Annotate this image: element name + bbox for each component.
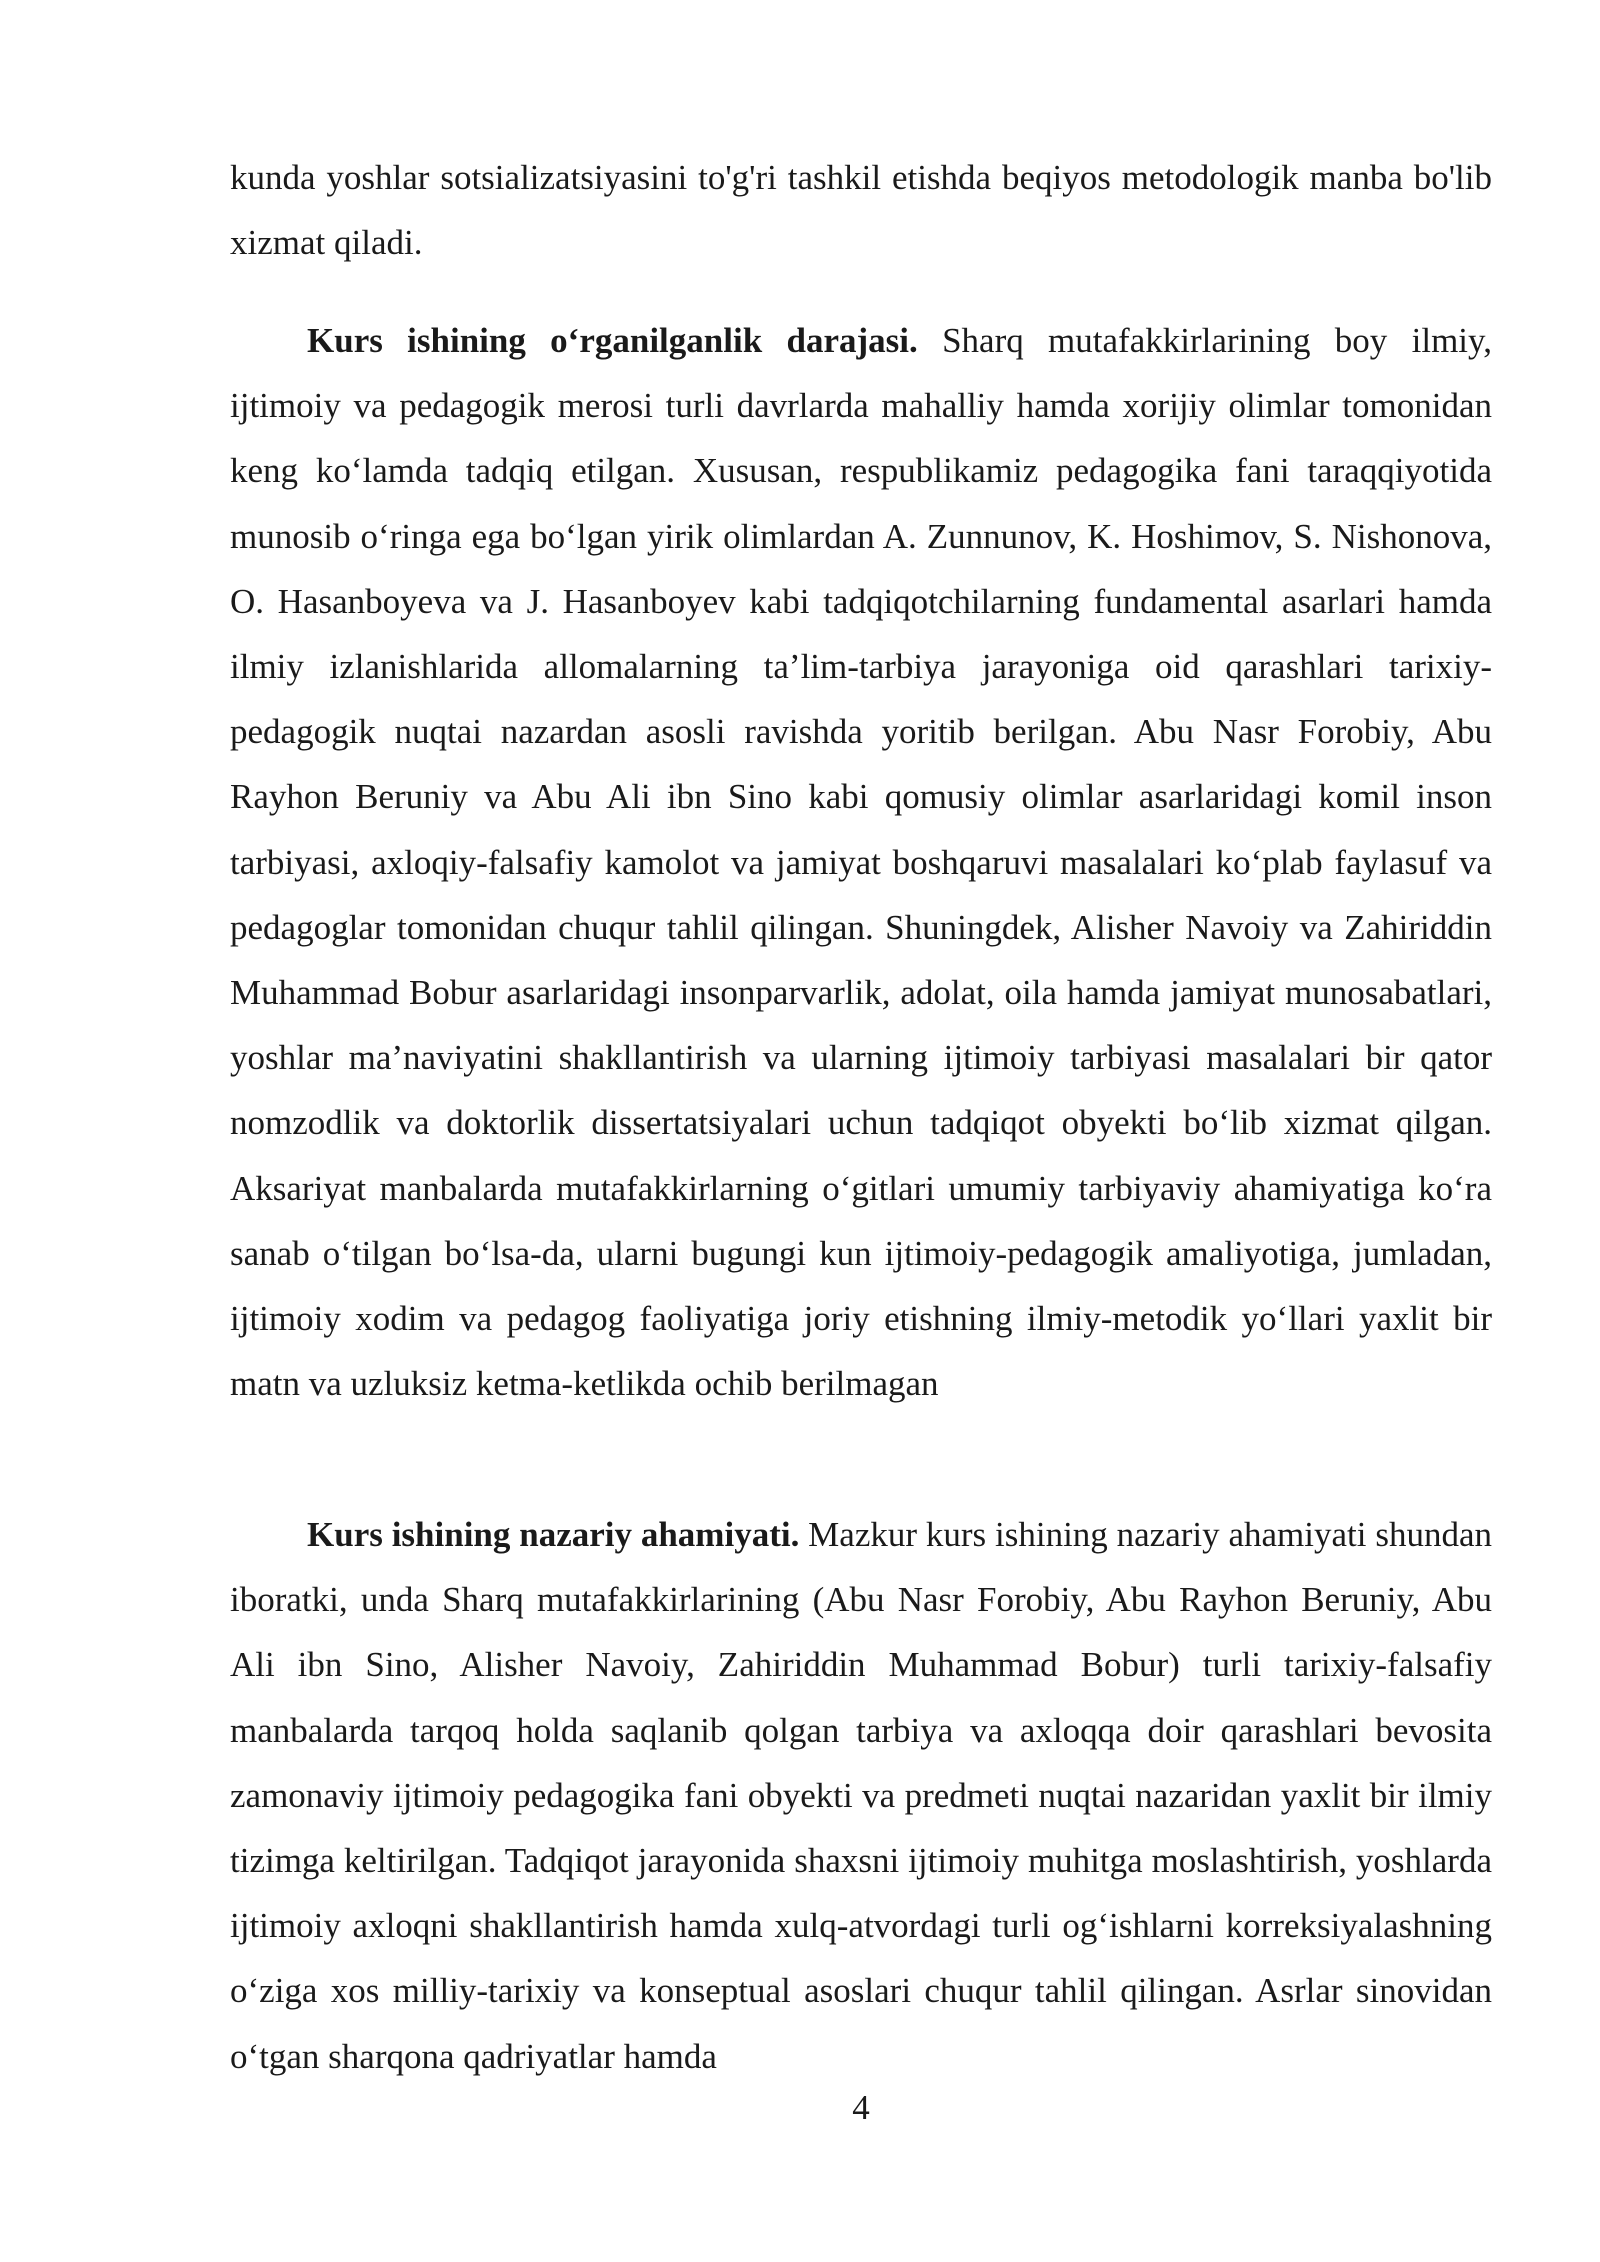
paragraph-heading-research-level: Kurs ishining o‘rganilganlik darajasi. — [307, 321, 918, 360]
paragraph-research-level — [230, 308, 1492, 1416]
paragraph-body-theoretical-significance: Mazkur kurs ishining nazariy ahamiyati shundan iboratki, unda Sharq mutafakkirlarining (Abu Nasr Forobiy, Abu Rayhon Beruniy, Abu Ali ibn Sino, Alisher Navoiy, Zahiriddin Muhammad Bobur) turli tarixiy-falsafiy manbalarda tarqoq holda saqlanib qolgan tarbiya va axloqqa doir qarashlari bevosita zamonaviy ijtimoiy pedagogika fani obyekti va predmeti nuqtai nazaridan yaxlit bir ilmiy tizimga keltirilgan. Tadqiqot jarayonida shaxsni ijtimoiy muhitga moslashtirish, yoshlarda ijtimoiy axloqni shakllantirish hamda xulq-atvordagi turli og‘ishlarni korreksiyalashning o‘ziga xos milliy-tarixiy va konseptual asoslari chuqur tahlil qilingan. Asrlar sinovidan o‘tgan sharqona qadriyatlar hamda — [230, 1515, 1492, 2076]
page-number: 4 — [852, 2088, 870, 2127]
paragraph-theoretical-significance — [230, 1502, 1492, 2089]
paragraph-continuation: kunda yoshlar sotsializatsiyasini to'g'ri tashkil etishda beqiyos metodologik manba bo'lib xizmat qiladi. — [230, 158, 1492, 263]
paragraph-body-research-level: Sharq mutafakkirlarining boy ilmiy, ijtimoiy va pedagogik merosi turli davrlarda mahalliy hamda xorijiy olimlar tomonidan keng ko‘lamda tadqiq etilgan. Xususan, respublikamiz pedagogika fani taraqqiyotida munosib o‘ringa ega bo‘lgan yirik olimlardan A. Zunnunov, K. Hoshimov, S. Nishonova, O. Hasanboyeva va J. Hasanboyev kabi tadqiqotchilarning fundamental asarlari hamda ilmiy izlanishlarida allomalarning ta’lim-tarbiya jarayoniga oid qarashlari tarixiy-pedagogik nuqtai nazardan asosli ravishda yoritib berilgan. Abu Nasr Forobiy, Abu Rayhon Beruniy va Abu Ali ibn Sino kabi qomusiy olimlar asarlaridagi komil inson tarbiyasi, axloqiy-falsafiy kamolot va jamiyat boshqaruvi masalalari ko‘plab faylasuf va pedagoglar tomonidan chuqur tahlil qilingan. Shuningdek, Alisher Navoiy va Zahiriddin Muhammad Bobur asarlaridagi insonparvarlik, adolat, oila hamda jamiyat munosabatlari, yoshlar ma’naviyatini shakllantirish va ularning ijtimoiy tarbiyasi masalalari bir qator nomzodlik va doktorlik dissertatsiyalari uchun tadqiqot obyekti bo‘lib xizmat qilgan. Aksariyat manbalarda mutafakkirlarning o‘gitlari umumiy tarbiyaviy ahamiyatiga ko‘ra sanab o‘tilgan bo‘lsa-da, ularni bugungi kun ijtimoiy-pedagogik amaliyotiga, jumladan, ijtimoiy xodim va pedagog faoliyatiga joriy etishning ilmiy-metodik yo‘llari yaxlit bir matn va uzluksiz ketma-ketlikda ochib berilmagan — [230, 321, 1492, 1404]
paragraph-heading-theoretical-significance: Kurs ishining nazariy ahamiyati. — [307, 1515, 800, 1554]
